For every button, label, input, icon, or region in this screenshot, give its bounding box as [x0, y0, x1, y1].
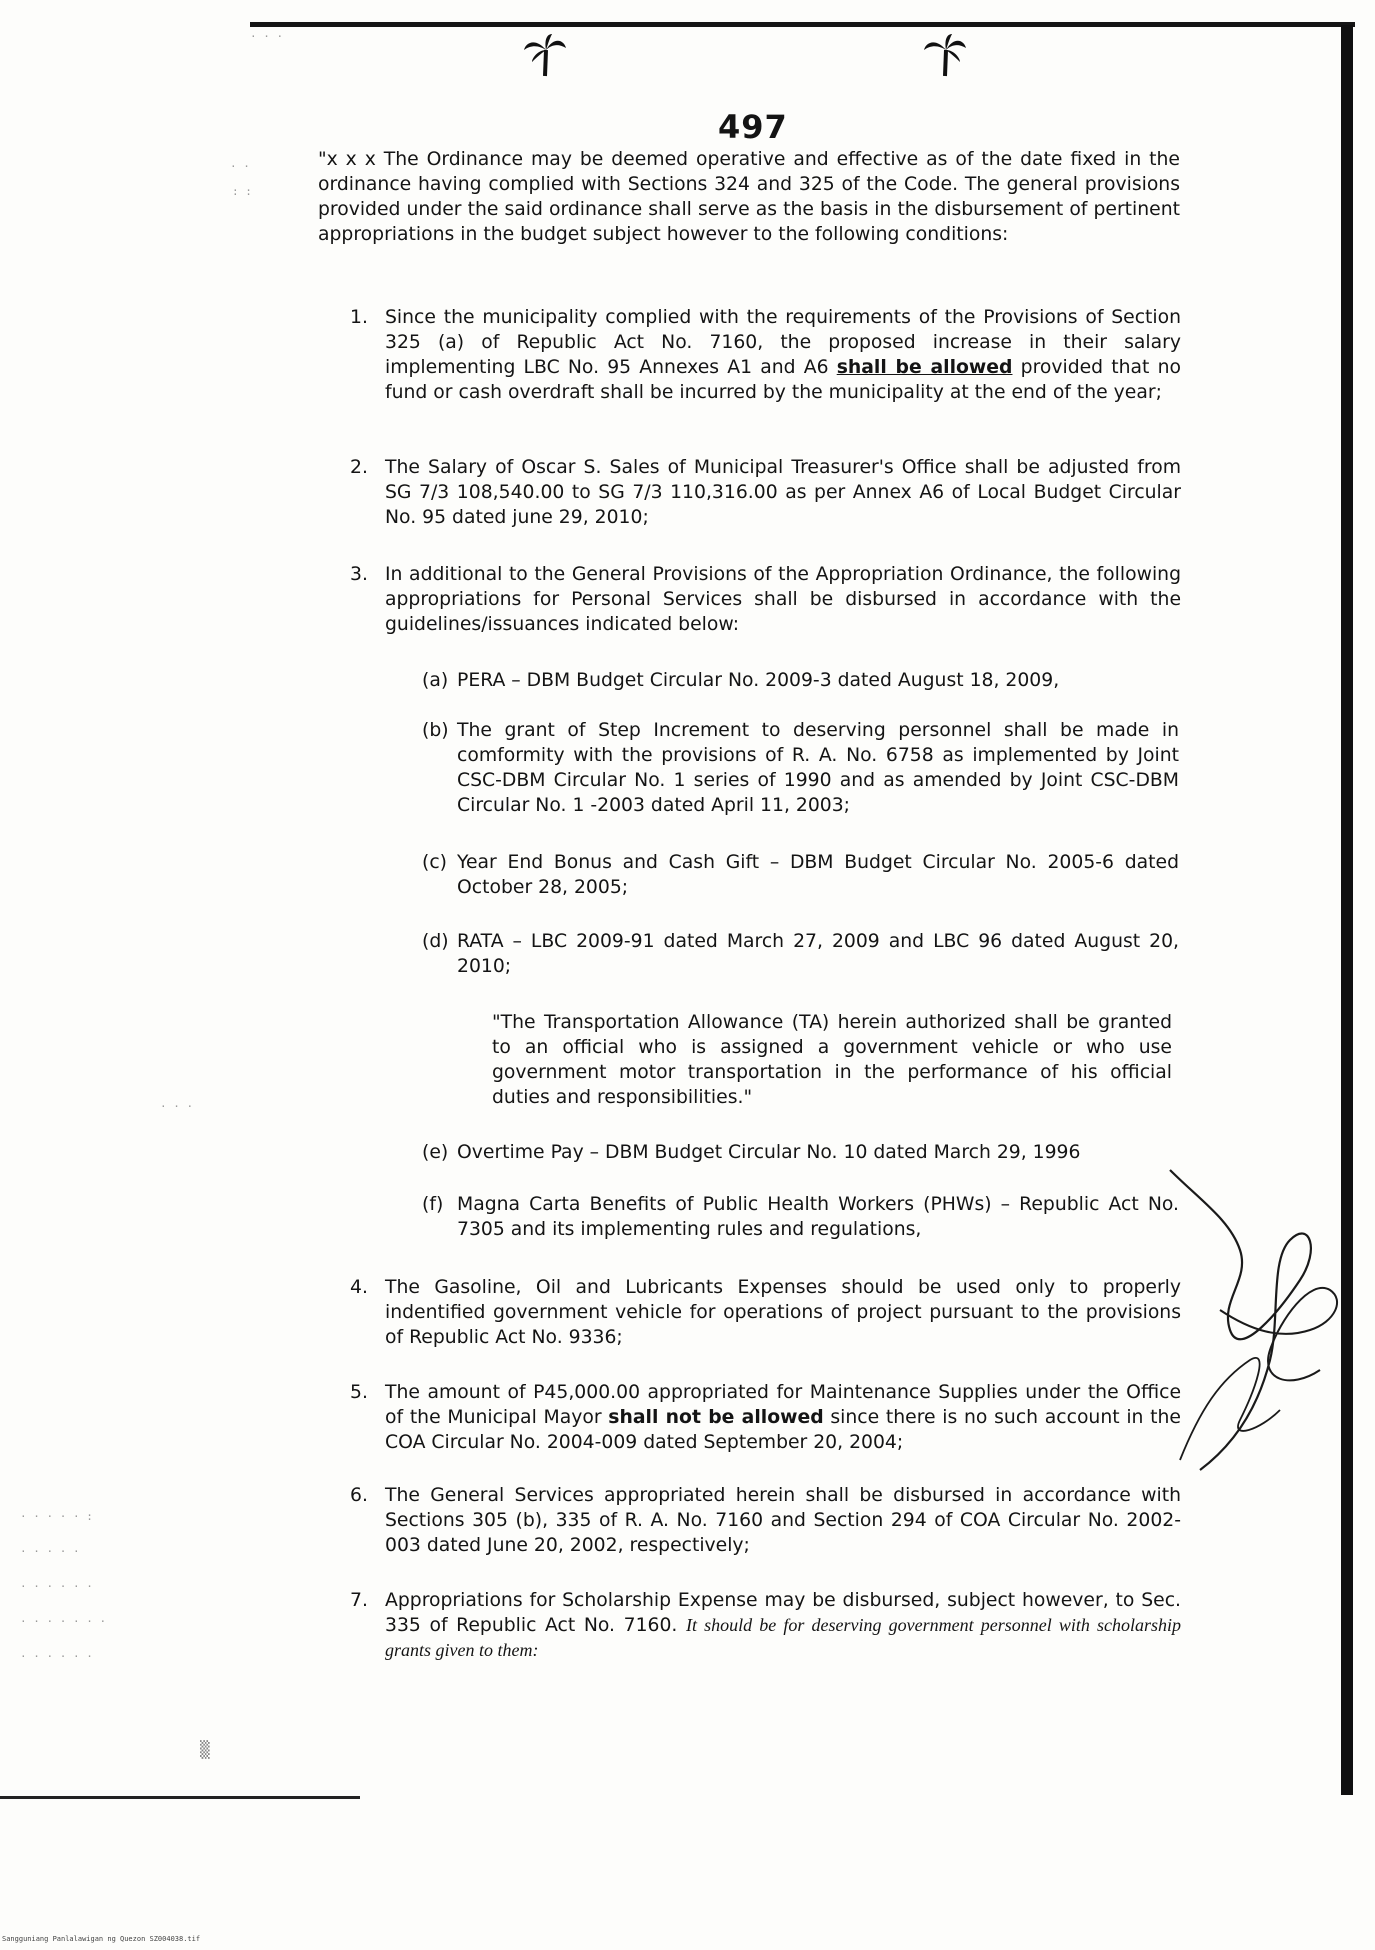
bottom-left-line — [0, 1796, 360, 1799]
item-number: 7. — [350, 1590, 368, 1611]
item-number: 3. — [350, 564, 368, 585]
condition-item-7 — [385, 1588, 1181, 1663]
scan-noise: ▒ — [200, 1740, 210, 1759]
palm-seal-icon-right — [922, 32, 968, 78]
subitem-a: PERA – DBM Budget Circular No. 2009-3 dated August 18, 2009, — [457, 670, 1060, 691]
scan-noise: · · · — [250, 30, 284, 43]
subitem-e: Overtime Pay – DBM Budget Circular No. 10 dated March 29, 1996 — [457, 1142, 1081, 1163]
item-number: 5. — [350, 1382, 368, 1403]
transportation-allowance-quote: "The Transportation Allowance (TA) herein authorized shall be granted to an official who is assigned a government vehicle or who use government motor transportation in the performance of his official duties and responsibilities." — [492, 1012, 1172, 1108]
intro-paragraph: "x x x The Ordinance may be deemed operative and effective as of the date fixed in the ordinance having complied with Sections 324 and 325 of the Code. The general provisions provided under the said ordinance shall serve as the basis in the disbursement of pertinent appropriations in the budget subject however to the following conditions: — [318, 149, 1180, 245]
handwritten-signature — [1160, 1160, 1375, 1490]
right-border-bar — [1341, 25, 1353, 1795]
item-text: Appropriations for Scholarship Expense may be disbursed, subject however, to Sec. 335 of Republic Act No. 7160. — [385, 1590, 1181, 1636]
condition-item-4: The Gasoline, Oil and Lubricants Expenses should be used only to properly indentified government vehicle for operations of project pursuant to the provisions of Republic Act No. 9336; — [385, 1277, 1181, 1348]
scan-noise: · · · — [160, 1100, 194, 1113]
scan-noise: · · · · · · — [20, 1650, 93, 1663]
subitem-label: (d) — [422, 931, 449, 952]
subitem-c: Year End Bonus and Cash Gift – DBM Budget Circular No. 2005-6 dated October 28, 2005; — [457, 852, 1179, 898]
italic-note: It should be for deserving government personnel with scholarship grants given to them: — [385, 1615, 1181, 1660]
scan-noise: · · — [230, 160, 250, 173]
item-number: 4. — [350, 1277, 368, 1298]
item-number: 1. — [350, 307, 368, 328]
subitem-label: (f) — [422, 1194, 444, 1215]
scan-noise: : : — [232, 185, 252, 198]
palm-seal-icon-left — [522, 32, 568, 78]
scan-footer: Sangguniang Panlalawigan ng Quezon SZ004038.tif — [2, 1935, 201, 1943]
condition-item-5 — [385, 1380, 1181, 1455]
scan-noise: · · · · · — [20, 1545, 80, 1558]
allowed-emphasis: shall be allowed — [836, 357, 1013, 378]
scan-noise: · · · · · · · — [20, 1615, 107, 1628]
item-text: since there is no such account in the COA Circular No. 2004-009 dated September 20, 2004; — [385, 1407, 1181, 1453]
scan-noise: · · · · · : — [20, 1510, 93, 1523]
condition-item-6: The General Services appropriated herein shall be disbursed in accordance with Sections 305 (b), 335 of R. A. No. 7160 and Section 294 of COA Circular No. 2002-003 dated June 20, 2002, respectively; — [385, 1485, 1181, 1556]
subitem-label: (c) — [422, 852, 447, 873]
page-number: 497 — [718, 108, 788, 146]
condition-item-3: In additional to the General Provisions of the Appropriation Ordinance, the following appropriations for Personal Services shall be disbursed in accordance with the guidelines/issuances indicated below: — [385, 564, 1181, 635]
subitem-d: RATA – LBC 2009-91 dated March 27, 2009 and LBC 96 dated August 20, 2010; — [457, 931, 1179, 977]
condition-item-1 — [385, 305, 1181, 405]
scan-noise: · · · · · · — [20, 1580, 93, 1593]
item-text: The amount of P45,000.00 appropriated for Maintenance Supplies under the Office of the Municipal Mayor — [385, 1382, 1181, 1428]
item-text: provided that no fund or cash overdraft shall be incurred by the municipality at the end of the year; — [385, 357, 1181, 403]
subitem-f: Magna Carta Benefits of Public Health Workers (PHWs) – Republic Act No. 7305 and its implementing rules and regulations, — [457, 1194, 1179, 1240]
subitem-label: (e) — [422, 1142, 449, 1163]
condition-item-2: The Salary of Oscar S. Sales of Municipal Treasurer's Office shall be adjusted from SG 7/3 108,540.00 to SG 7/3 110,316.00 as per Annex A6 of Local Budget Circular No. 95 dated june 29, 2010; — [385, 457, 1181, 528]
item-text: Since the municipality complied with the requirements of the Provisions of Section 325 (a) of Republic Act No. 7160, the proposed increase in their salary implementing LBC No. 95 Annexes A1 and A6 — [385, 307, 1181, 378]
top-border-line — [250, 22, 1355, 27]
subitem-label: (b) — [422, 720, 449, 741]
item-number: 2. — [350, 457, 368, 478]
subitem-label: (a) — [422, 670, 449, 691]
not-allowed-emphasis: shall not be allowed — [608, 1407, 824, 1428]
subitem-b: The grant of Step Increment to deserving personnel shall be made in comformity with the provisions of R. A. No. 6758 as implemented by Joint CSC-DBM Circular No. 1 series of 1990 and as amended by Joint CSC-DBM Circular No. 1 -2003 dated April 11, 2003; — [457, 720, 1179, 816]
item-number: 6. — [350, 1485, 368, 1506]
